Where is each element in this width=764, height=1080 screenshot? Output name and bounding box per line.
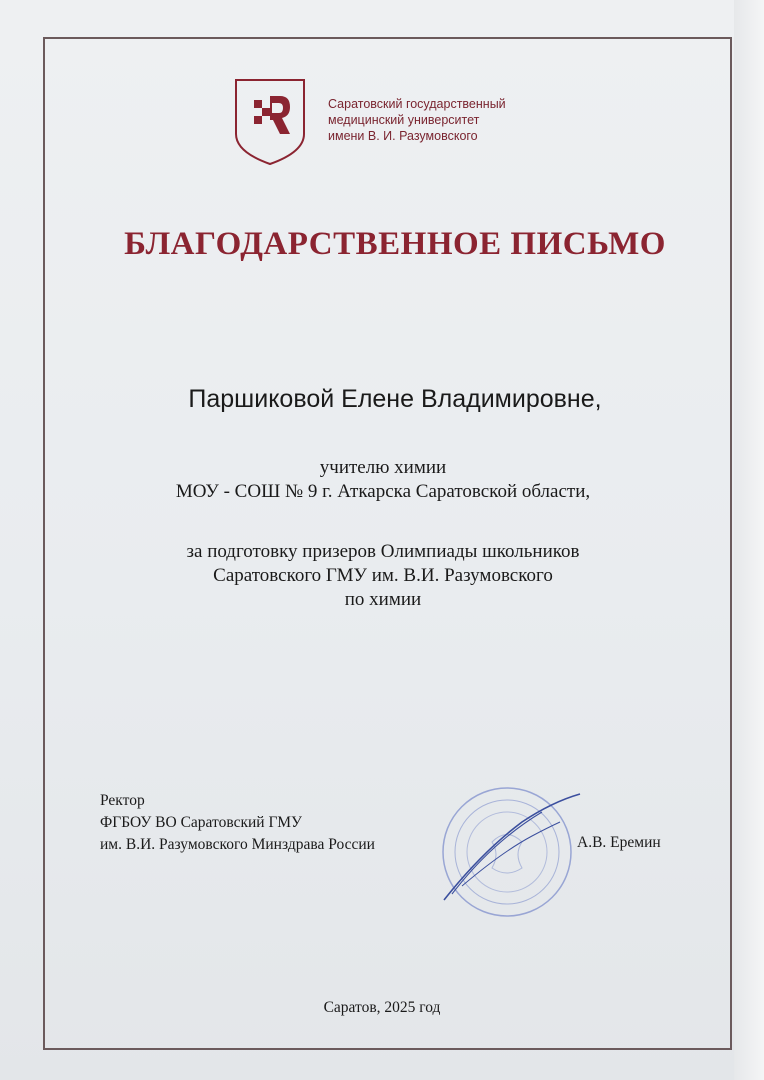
university-name-line: имени В. И. Разумовского bbox=[328, 129, 478, 143]
university-r-logo-icon bbox=[232, 76, 308, 168]
recipient-name: Паршиковой Елене Владимировне, bbox=[188, 385, 602, 413]
reason-line: Саратовского ГМУ им. В.И. Разумовского bbox=[213, 565, 553, 586]
position-line: МОУ - СОШ № 9 г. Аткарска Саратовской области, bbox=[175, 481, 591, 502]
document-title: БЛАГОДАРСТВЕННОЕ ПИСЬМО bbox=[124, 226, 666, 262]
award-reason bbox=[0, 540, 764, 612]
rector-line: Ректор bbox=[100, 792, 145, 809]
place-and-year: Саратов, 2025 год bbox=[323, 999, 441, 1016]
official-stamp-icon bbox=[422, 782, 592, 922]
reason-line: по химии bbox=[344, 589, 422, 610]
rector-line: им. В.И. Разумовского Минздрава России bbox=[100, 836, 375, 853]
university-name bbox=[328, 96, 588, 144]
university-name-line: медицинский университет bbox=[328, 113, 480, 127]
reason-line: за подготовку призеров Олимпиады школьников bbox=[186, 541, 580, 562]
university-name-line: Саратовский государственный bbox=[328, 97, 506, 111]
recipient-position bbox=[0, 456, 764, 504]
rector-title bbox=[100, 790, 375, 856]
signer-name: А.В. Еремин bbox=[577, 834, 661, 851]
rector-line: ФГБОУ ВО Саратовский ГМУ bbox=[100, 814, 302, 831]
position-line: учителю химии bbox=[319, 457, 447, 478]
